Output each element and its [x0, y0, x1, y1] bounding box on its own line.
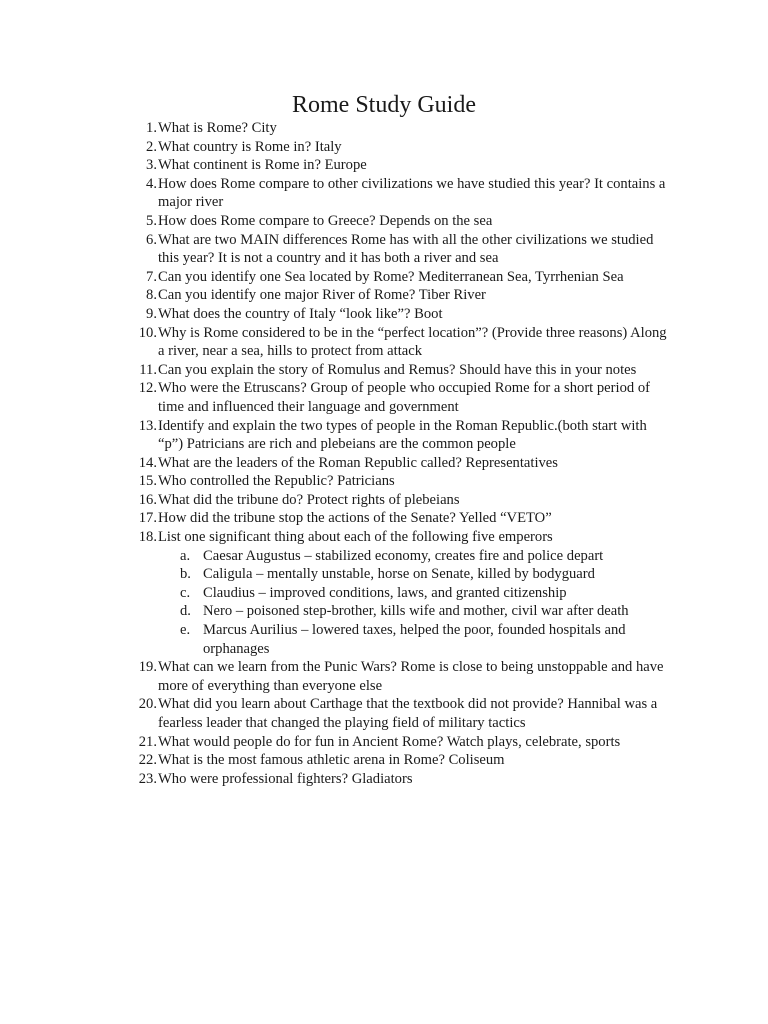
question-text: What did you learn about Carthage that the textbook did not provide? Hannibal was a fearless leader that changed the playing field of military tactics [158, 696, 658, 731]
question-item [132, 417, 672, 454]
question-text: How did the tribune stop the actions of the Senate? Yelled “VETO” [158, 510, 552, 527]
question-text: What country is Rome in? Italy [158, 138, 342, 155]
question-item [132, 454, 672, 473]
question-item [132, 231, 672, 268]
question-text: Who were professional fighters? Gladiators [158, 770, 413, 787]
question-item [132, 156, 672, 175]
question-text: How does Rome compare to other civilizations we have studied this year? It contains a major river [158, 175, 666, 211]
emperor-item [180, 547, 672, 566]
question-number: 20. [138, 696, 157, 713]
question-text: Who controlled the Republic? Patricians [158, 473, 395, 490]
emperor-text: Marcus Aurilius – lowered taxes, helped the poor, founded hospitals and orphanages [203, 622, 626, 657]
question-text: How does Rome compare to Greece? Depends on the sea [158, 212, 493, 229]
question-item [132, 175, 672, 212]
question-text: What is the most famous athletic arena in Rome? Coliseum [158, 752, 505, 769]
question-text: What are the leaders of the Roman Republic called? Representatives [158, 454, 558, 471]
question-number: 1. [146, 120, 157, 136]
question-number: 12. [138, 380, 157, 397]
question-text: What are two MAIN differences Rome has with all the other civilizations we studied this year? It is not a country and it has both a river and sea [158, 231, 654, 267]
question-text: What does the country of Italy “look like”? Boot [158, 305, 443, 322]
question-number: 2. [146, 138, 157, 155]
question-item [132, 286, 672, 305]
question-item [132, 138, 672, 157]
question-text: List one significant thing about each of the following five emperors [158, 529, 553, 546]
question-number: 9. [146, 305, 157, 322]
emperor-item [180, 565, 672, 584]
question-item [132, 379, 672, 416]
question-item [132, 751, 672, 770]
question-item [132, 361, 672, 380]
question-number: 6. [146, 231, 157, 248]
question-number: 3. [146, 157, 157, 174]
question-number: 18. [138, 529, 157, 546]
question-list [132, 119, 672, 788]
emperor-item [180, 621, 672, 658]
emperor-letter: b. [180, 566, 191, 583]
question-text: Identify and explain the two types of people in the Roman Republic.(both start with “p”) Patricians are rich and plebeians are the common people [158, 417, 647, 453]
question-number: 11. [139, 361, 157, 378]
question-text: Can you identify one Sea located by Rome? Mediterranean Sea, Tyrrhenian Sea [158, 268, 624, 285]
question-text: What did the tribune do? Protect rights of plebeians [158, 491, 460, 508]
question-number: 10. [138, 324, 157, 341]
emperor-text: Claudius – improved conditions, laws, and granted citizenship [203, 584, 567, 601]
question-number: 16. [138, 491, 157, 508]
question-item [132, 119, 672, 138]
question-number: 13. [138, 417, 157, 434]
question-number: 17. [138, 510, 157, 527]
question-number: 22. [138, 752, 157, 769]
question-item [132, 509, 672, 528]
question-text: What continent is Rome in? Europe [158, 157, 367, 174]
question-text: Who were the Etruscans? Group of people who occupied Rome for a short period of time and influenced their language and government [158, 380, 650, 415]
question-item [132, 658, 672, 695]
question-item [132, 770, 672, 789]
question-item [132, 528, 672, 547]
emperor-item [180, 602, 672, 621]
question-text: What can we learn from the Punic Wars? Rome is close to being unstoppable and have more of everything than everyone else [158, 659, 664, 694]
emperor-letter: e. [180, 622, 191, 639]
emperor-text: Caligula – mentally unstable, horse on Senate, killed by bodyguard [203, 566, 595, 583]
question-item [132, 324, 672, 361]
emperor-text: Nero – poisoned step-brother, kills wife and mother, civil war after death [203, 603, 629, 620]
emperor-letter: d. [180, 603, 191, 620]
emperor-item [180, 584, 672, 603]
question-item [132, 491, 672, 510]
question-number: 7. [146, 268, 157, 285]
question-text: Why is Rome considered to be in the “perfect location”? (Provide three reasons) Along a river, near a sea, hills to protect from attack [158, 324, 667, 360]
question-item [132, 212, 672, 231]
question-text: What would people do for fun in Ancient Rome? Watch plays, celebrate, sports [158, 733, 621, 750]
emperor-text: Caesar Augustus – stabilized economy, creates fire and police depart [203, 547, 604, 564]
question-number: 15. [138, 473, 157, 490]
page-title: Rome Study Guide [292, 92, 476, 118]
question-number: 8. [146, 287, 157, 304]
question-item [132, 472, 672, 491]
question-item [132, 733, 672, 752]
question-number: 5. [146, 212, 157, 229]
emperor-letter: a. [180, 547, 191, 564]
question-item [132, 268, 672, 287]
question-text: What is Rome? City [158, 120, 277, 136]
question-item [132, 695, 672, 732]
question-text: Can you identify one major River of Rome? Tiber River [158, 287, 486, 304]
question-number: 19. [138, 659, 157, 676]
question-number: 14. [138, 454, 157, 471]
question-number: 23. [138, 770, 157, 787]
question-item [132, 305, 672, 324]
question-number: 21. [138, 733, 157, 750]
question-text: Can you explain the story of Romulus and Remus? Should have this in your notes [158, 361, 637, 378]
question-number: 4. [146, 175, 157, 192]
emperor-letter: c. [180, 584, 191, 601]
